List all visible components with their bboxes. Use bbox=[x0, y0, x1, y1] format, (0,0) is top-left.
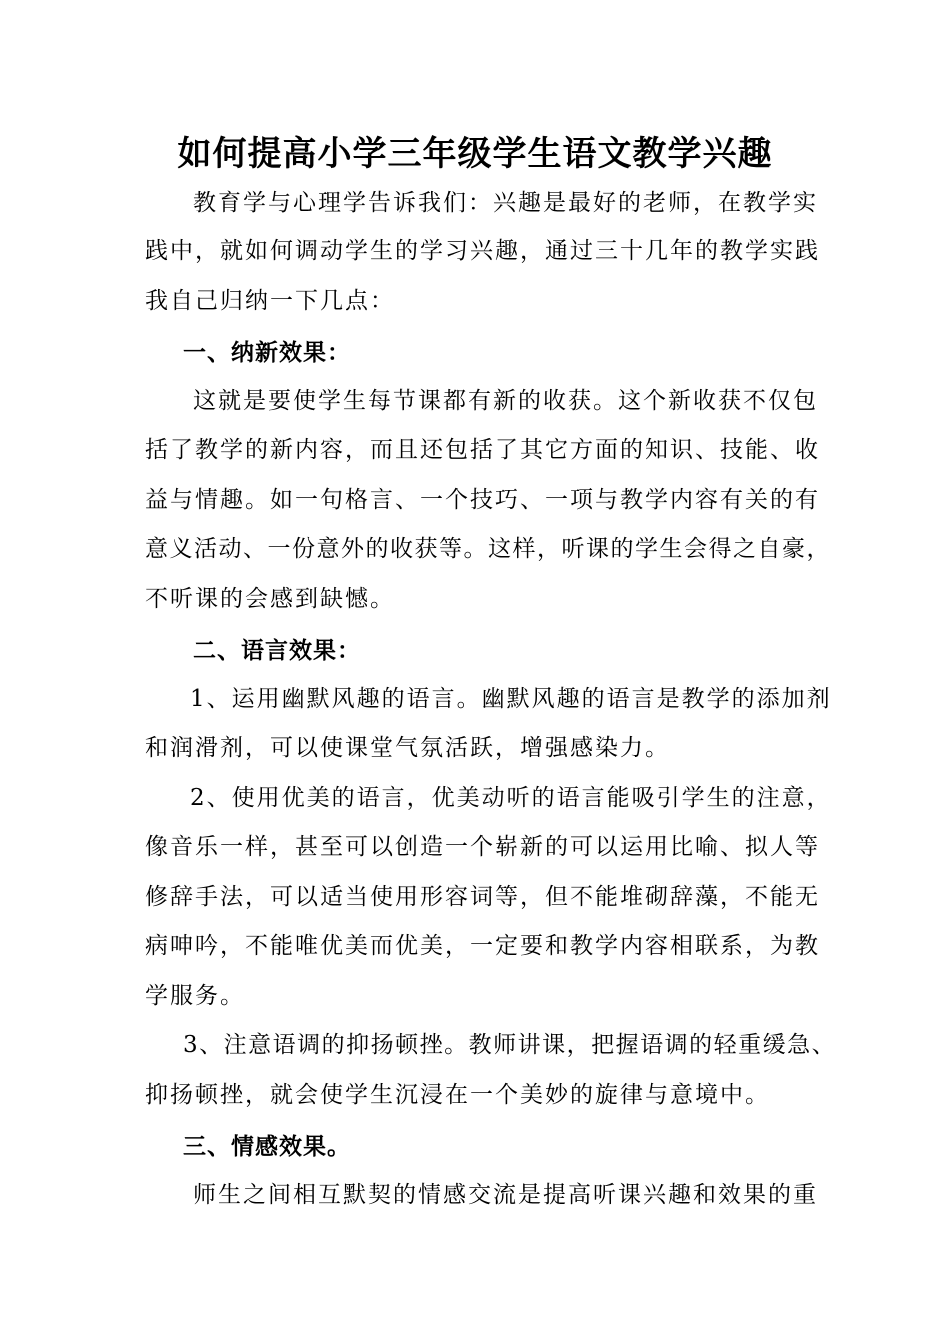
section-1-heading: 一、纳新效果： bbox=[183, 339, 351, 366]
section-2-item-2-line-4: 病呻吟，不能唯优美而优美，一定要和教学内容相联系，为教 bbox=[145, 933, 820, 959]
section-2-heading: 二、语言效果： bbox=[193, 637, 361, 664]
document-title: 如何提高小学三年级学生语文教学兴趣 bbox=[177, 134, 773, 174]
section-2-item-2-line-3: 修辞手法，可以适当使用形容词等，但不能堆砌辞藻，不能无 bbox=[145, 884, 820, 910]
section-2-item-2-line-2: 像音乐一样，甚至可以创造一个崭新的可以运用比喻、拟人等 bbox=[145, 834, 820, 860]
section-3-line-1: 师生之间相互默契的情感交流是提高听课兴趣和效果的重 bbox=[193, 1182, 818, 1208]
section-2-item-3-line-2: 抑扬顿挫，就会使学生沉浸在一个美妙的旋律与意境中。 bbox=[145, 1082, 770, 1108]
section-1-line-2: 括了教学的新内容，而且还包括了其它方面的知识、技能、收 bbox=[145, 437, 820, 463]
intro-line-2: 践中，就如何调动学生的学习兴趣，通过三十几年的教学实践 bbox=[145, 238, 820, 264]
section-1-line-3: 益与情趣。如一句格言、一个技巧、一项与教学内容有关的有 bbox=[145, 487, 820, 513]
section-2-item-2-line-5: 学服务。 bbox=[145, 983, 245, 1009]
section-2-item-1-line-2: 和润滑剂，可以使课堂气氛活跃，增强感染力。 bbox=[145, 735, 670, 761]
section-3-heading: 三、情感效果。 bbox=[183, 1133, 351, 1160]
section-2-item-2-line-1: 2、使用优美的语言，优美动听的语言能吸引学生的注意， bbox=[190, 785, 832, 811]
section-1-line-1: 这就是要使学生每节课都有新的收获。这个新收获不仅包 bbox=[193, 388, 818, 414]
section-2-item-3-line-1: 3、注意语调的抑扬顿挫。教师讲课，把握语调的轻重缓急、 bbox=[183, 1032, 837, 1058]
intro-line-3: 我自己归纳一下几点： bbox=[145, 288, 395, 314]
section-1-line-4: 意义活动、一份意外的收获等。这样，听课的学生会得之自豪， bbox=[145, 536, 831, 562]
section-1-line-5: 不听课的会感到缺憾。 bbox=[145, 586, 395, 612]
section-2-item-1-line-1: 1、运用幽默风趣的语言。幽默风趣的语言是教学的添加剂 bbox=[190, 686, 832, 712]
intro-line-1: 教育学与心理学告诉我们：兴趣是最好的老师，在教学实 bbox=[193, 190, 818, 216]
